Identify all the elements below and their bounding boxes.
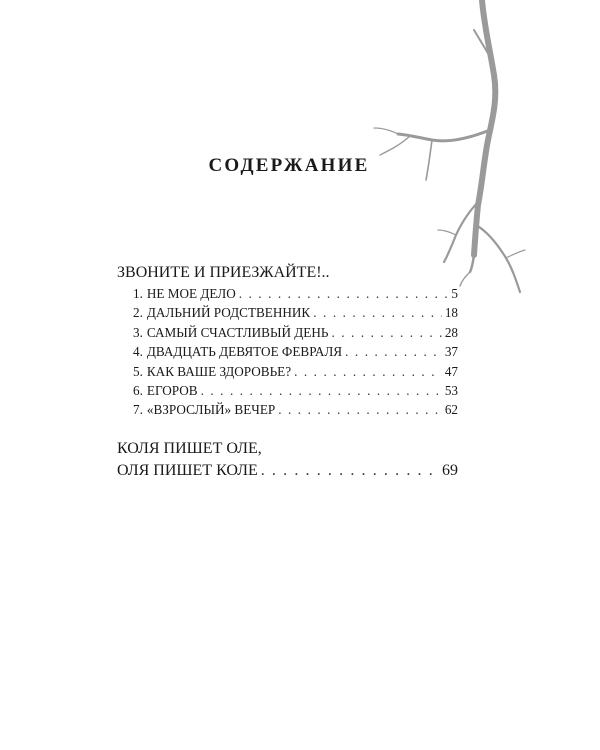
entry-number: 3. [133, 324, 143, 340]
entry-number: 7. [133, 402, 143, 418]
page-title: СОДЕРЖАНИЕ [208, 155, 370, 176]
toc-entry[interactable] [133, 342, 458, 361]
entry-title: КАК ВАШЕ ЗДОРОВЬЕ? [146, 363, 292, 379]
entry-page: 53 [444, 382, 458, 398]
dot-leader [261, 460, 439, 482]
dot-leader [239, 284, 449, 303]
toc-entry[interactable] [133, 362, 458, 381]
entry-page: 5 [451, 286, 458, 301]
table-of-contents [117, 262, 458, 482]
entry-number: 2. [133, 305, 143, 321]
dot-leader [278, 400, 442, 419]
entry-page: 28 [444, 324, 458, 340]
toc-entry[interactable] [133, 284, 458, 303]
entry-page: 37 [444, 344, 458, 360]
entry-page: 69 [442, 461, 458, 479]
toc-entry[interactable] [133, 400, 458, 419]
toc-entry[interactable] [133, 303, 458, 322]
part-two[interactable] [117, 438, 458, 482]
chapter-list [117, 284, 458, 420]
entry-number: 1. [133, 286, 143, 301]
part-heading: ЗВОНИТЕ И ПРИЕЗЖАЙТЕ!.. [117, 264, 330, 281]
entry-title: ЕГОРОВ [146, 382, 198, 398]
toc-entry[interactable] [133, 381, 458, 400]
dot-leader [294, 362, 442, 381]
entry-number: 4. [133, 344, 143, 360]
entry-title: ОЛЯ ПИШЕТ КОЛЕ [117, 461, 258, 479]
entry-title: ДВАДЦАТЬ ДЕВЯТОЕ ФЕВРАЛЯ [146, 344, 343, 360]
entry-page: 62 [444, 402, 458, 418]
part-two-title-line-2 [117, 460, 458, 482]
entry-title: ДАЛЬНИЙ РОДСТВЕННИК [146, 305, 311, 321]
dot-leader [201, 381, 442, 400]
entry-title: НЕ МОЕ ДЕЛО [146, 286, 236, 301]
entry-page: 18 [444, 305, 458, 321]
entry-number: 6. [133, 382, 143, 398]
dot-leader [331, 323, 441, 342]
entry-title: САМЫЙ СЧАСТЛИВЫЙ ДЕНЬ [146, 324, 329, 340]
entry-title: «ВЗРОСЛЫЙ» ВЕЧЕР [146, 402, 276, 418]
part-two-title-line-1: КОЛЯ ПИШЕТ ОЛЕ, [117, 439, 262, 457]
entry-page: 47 [444, 363, 458, 379]
toc-entry[interactable] [133, 323, 458, 342]
dot-leader [313, 303, 442, 322]
dot-leader [345, 342, 442, 361]
entry-number: 5. [133, 363, 143, 379]
